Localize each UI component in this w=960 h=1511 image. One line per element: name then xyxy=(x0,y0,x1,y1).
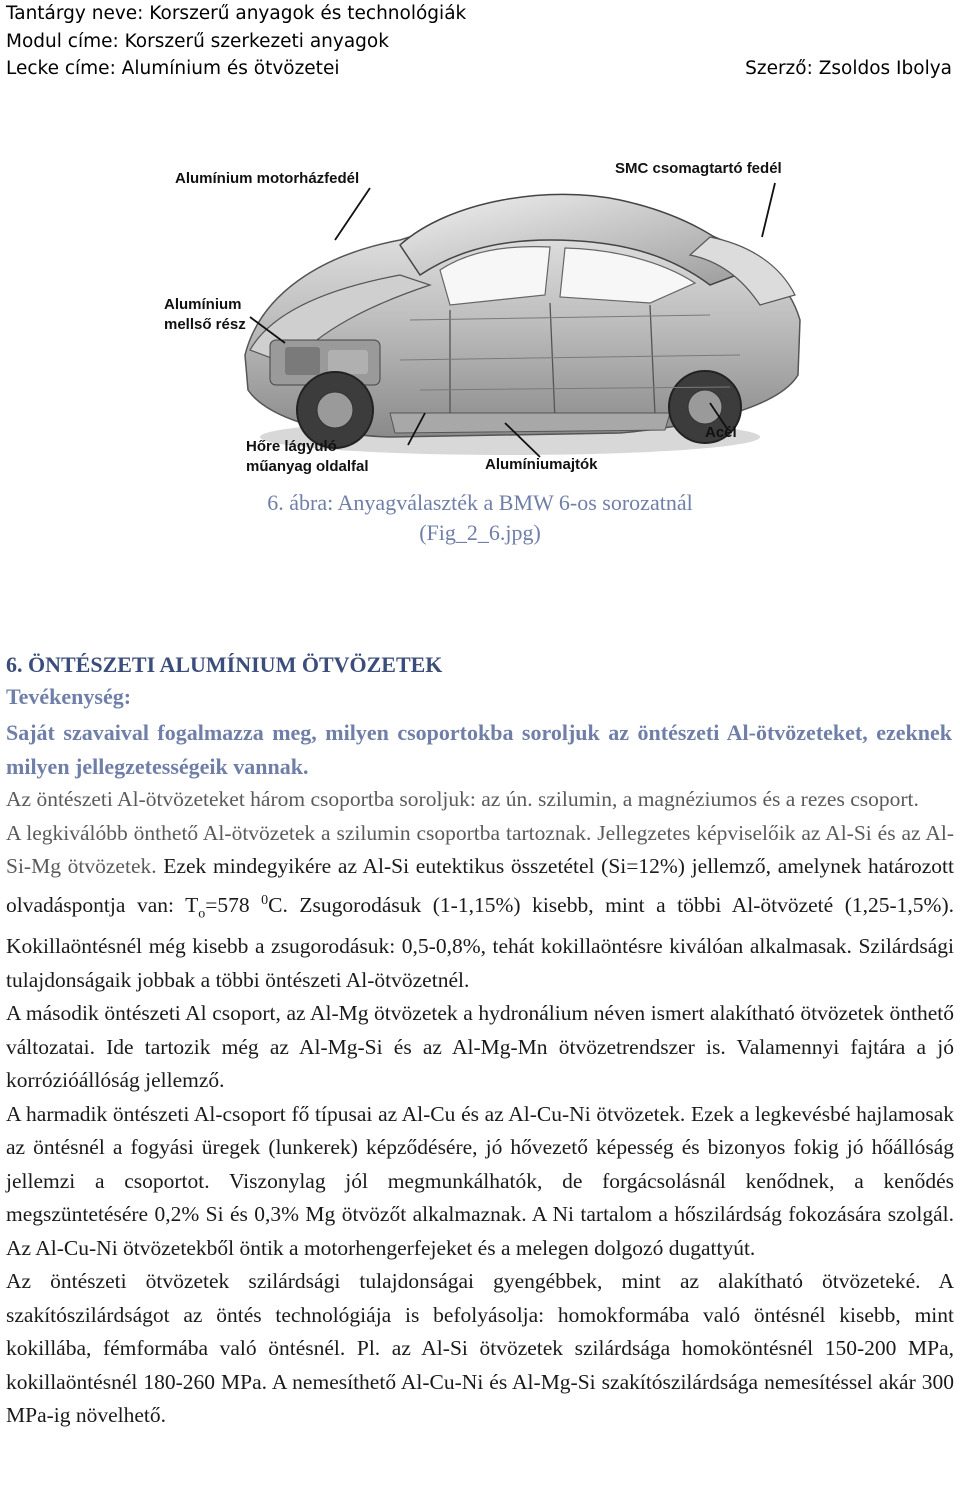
paragraph-groups: Az öntészeti Al-ötvözeteket három csoportba soroljuk: az ún. szilumin, a magnéziumos és a rezes csoport. xyxy=(6,787,919,811)
subject-name: Tantárgy neve: Korszerű anyagok és technológiák xyxy=(6,3,467,24)
melting-point-subscript: o xyxy=(198,905,206,921)
paragraph-szilumin xyxy=(6,817,954,998)
degree-superscript: 0 xyxy=(261,892,269,908)
car-illustration xyxy=(245,194,800,455)
label-fender: SMC csomagtartó fedél xyxy=(615,160,782,177)
szilumin-intro: A legkiválóbb önthető Al-ötvözetek a szilumin csoportba tartoznak. xyxy=(6,820,598,845)
body-text xyxy=(6,783,954,1433)
label-side-line2: műanyag oldalfal xyxy=(246,458,369,475)
paragraph-almg: A második öntészeti Al csoport, az Al-Mg ötvözetek a hydronálium néven ismert alakítható ötvözetek önthető változatai. Ide tartozik még az Al-Mg-Si és az Al-Mg-Mn ötvözetrendszer is. Valamennyi fajtára a jó korrózióállóság jellemző. xyxy=(6,1001,954,1093)
car-body-figure xyxy=(150,145,810,485)
figure-caption-filename: (Fig_2_6.jpg) xyxy=(419,520,541,545)
module-title: Modul címe: Korszerű szerkezeti anyagok xyxy=(6,31,389,52)
szilumin-representatives: Jellegzetes képviselőik az Al-Si és az Al-Si-Mg ötvözetek. xyxy=(6,820,954,878)
label-front-line1: Alumínium xyxy=(164,296,242,313)
szilumin-shrinkage: C. Zsugorodásuk (1-1,15%) kisebb, mint a többi Al-ötvözeté (1,25-1,5%). Kokillaöntésnél még kisebb a zsugorodásuk: 0,5-0,8%, tehát kokillaöntésre kiválóan alkalmasak. Szilárdsági tulajdonságaik jobbak a többi öntészeti Al-ötvözetnél. xyxy=(6,892,954,992)
melting-point-value: =578 xyxy=(205,892,262,917)
paragraph-strength: Az öntészeti ötvözetek szilárdsági tulajdonságai gyengébbek, mint az alakítható ötvözeteké. A szakítószilárdságot az öntés technológiája is befolyásolja: homokformába való öntésnél kisebb, mint kokillába, fémformába való öntésnél. Pl. az Al-Si ötvözetek szilárdsága homoköntésnél 150-200 MPa, kokillaöntésnél 180-260 MPa. A nemesíthető Al-Cu-Ni és Al-Mg-Si szakítószilárdsága nemesítéssel akár 300 MPa-ig növelhető. xyxy=(6,1269,954,1428)
label-steel: Acél xyxy=(705,424,737,441)
author: Szerző: Zsoldos Ibolya xyxy=(745,58,952,79)
activity-text: Saját szavaival fogalmazza meg, milyen csoportokba soroljuk az öntészeti Al-ötvözeteket, ezeknek milyen jellegzetességeik vannak. xyxy=(6,720,952,779)
lesson-title: Lecke címe: Alumínium és ötvözetei xyxy=(6,58,340,79)
label-front-line2: mellső rész xyxy=(164,316,246,333)
label-hood: Alumínium motorházfedél xyxy=(175,170,360,187)
activity-label: Tevékenység: xyxy=(6,684,132,709)
szilumin-details: Ezek mindegyikére az Al-Si eutektikus összetétel (Si=12%) jellemző, amelynek határozott olvadáspontja van: T xyxy=(6,854,954,917)
paragraph-alcu: A harmadik öntészeti Al-csoport fő típusai az Al-Cu és az Al-Cu-Ni ötvözetek. Ezek a legkevésbé hajlamosak az öntésnél a fogyási üregek (lunkerek) képződésére, jó hővezető képesség és bizonyos fokig jó hőállóság jellemzi a csoportot. Viszonylag jól megmunkálhatók, de forgácsolásnál kenődnek, a kenődés megszüntetésére 0,2% Si és 0,3% Mg ötvözőt alkalmaznak. A Ni tartalom a hőszilárdság fokozására szolgál. Az Al-Cu-Ni ötvözetekből öntik a motorhengerfejeket és a melegen dolgozó dugattyút. xyxy=(6,1101,954,1260)
figure-caption: 6. ábra: Anyagválaszték a BMW 6-os sorozatnál xyxy=(267,490,693,515)
label-side-line1: Hőre lágyuló xyxy=(246,438,337,455)
label-doors: Alumíniumajtók xyxy=(485,456,598,473)
section-title: 6. ÖNTÉSZETI ALUMÍNIUM ÖTVÖZETEK xyxy=(6,652,443,677)
